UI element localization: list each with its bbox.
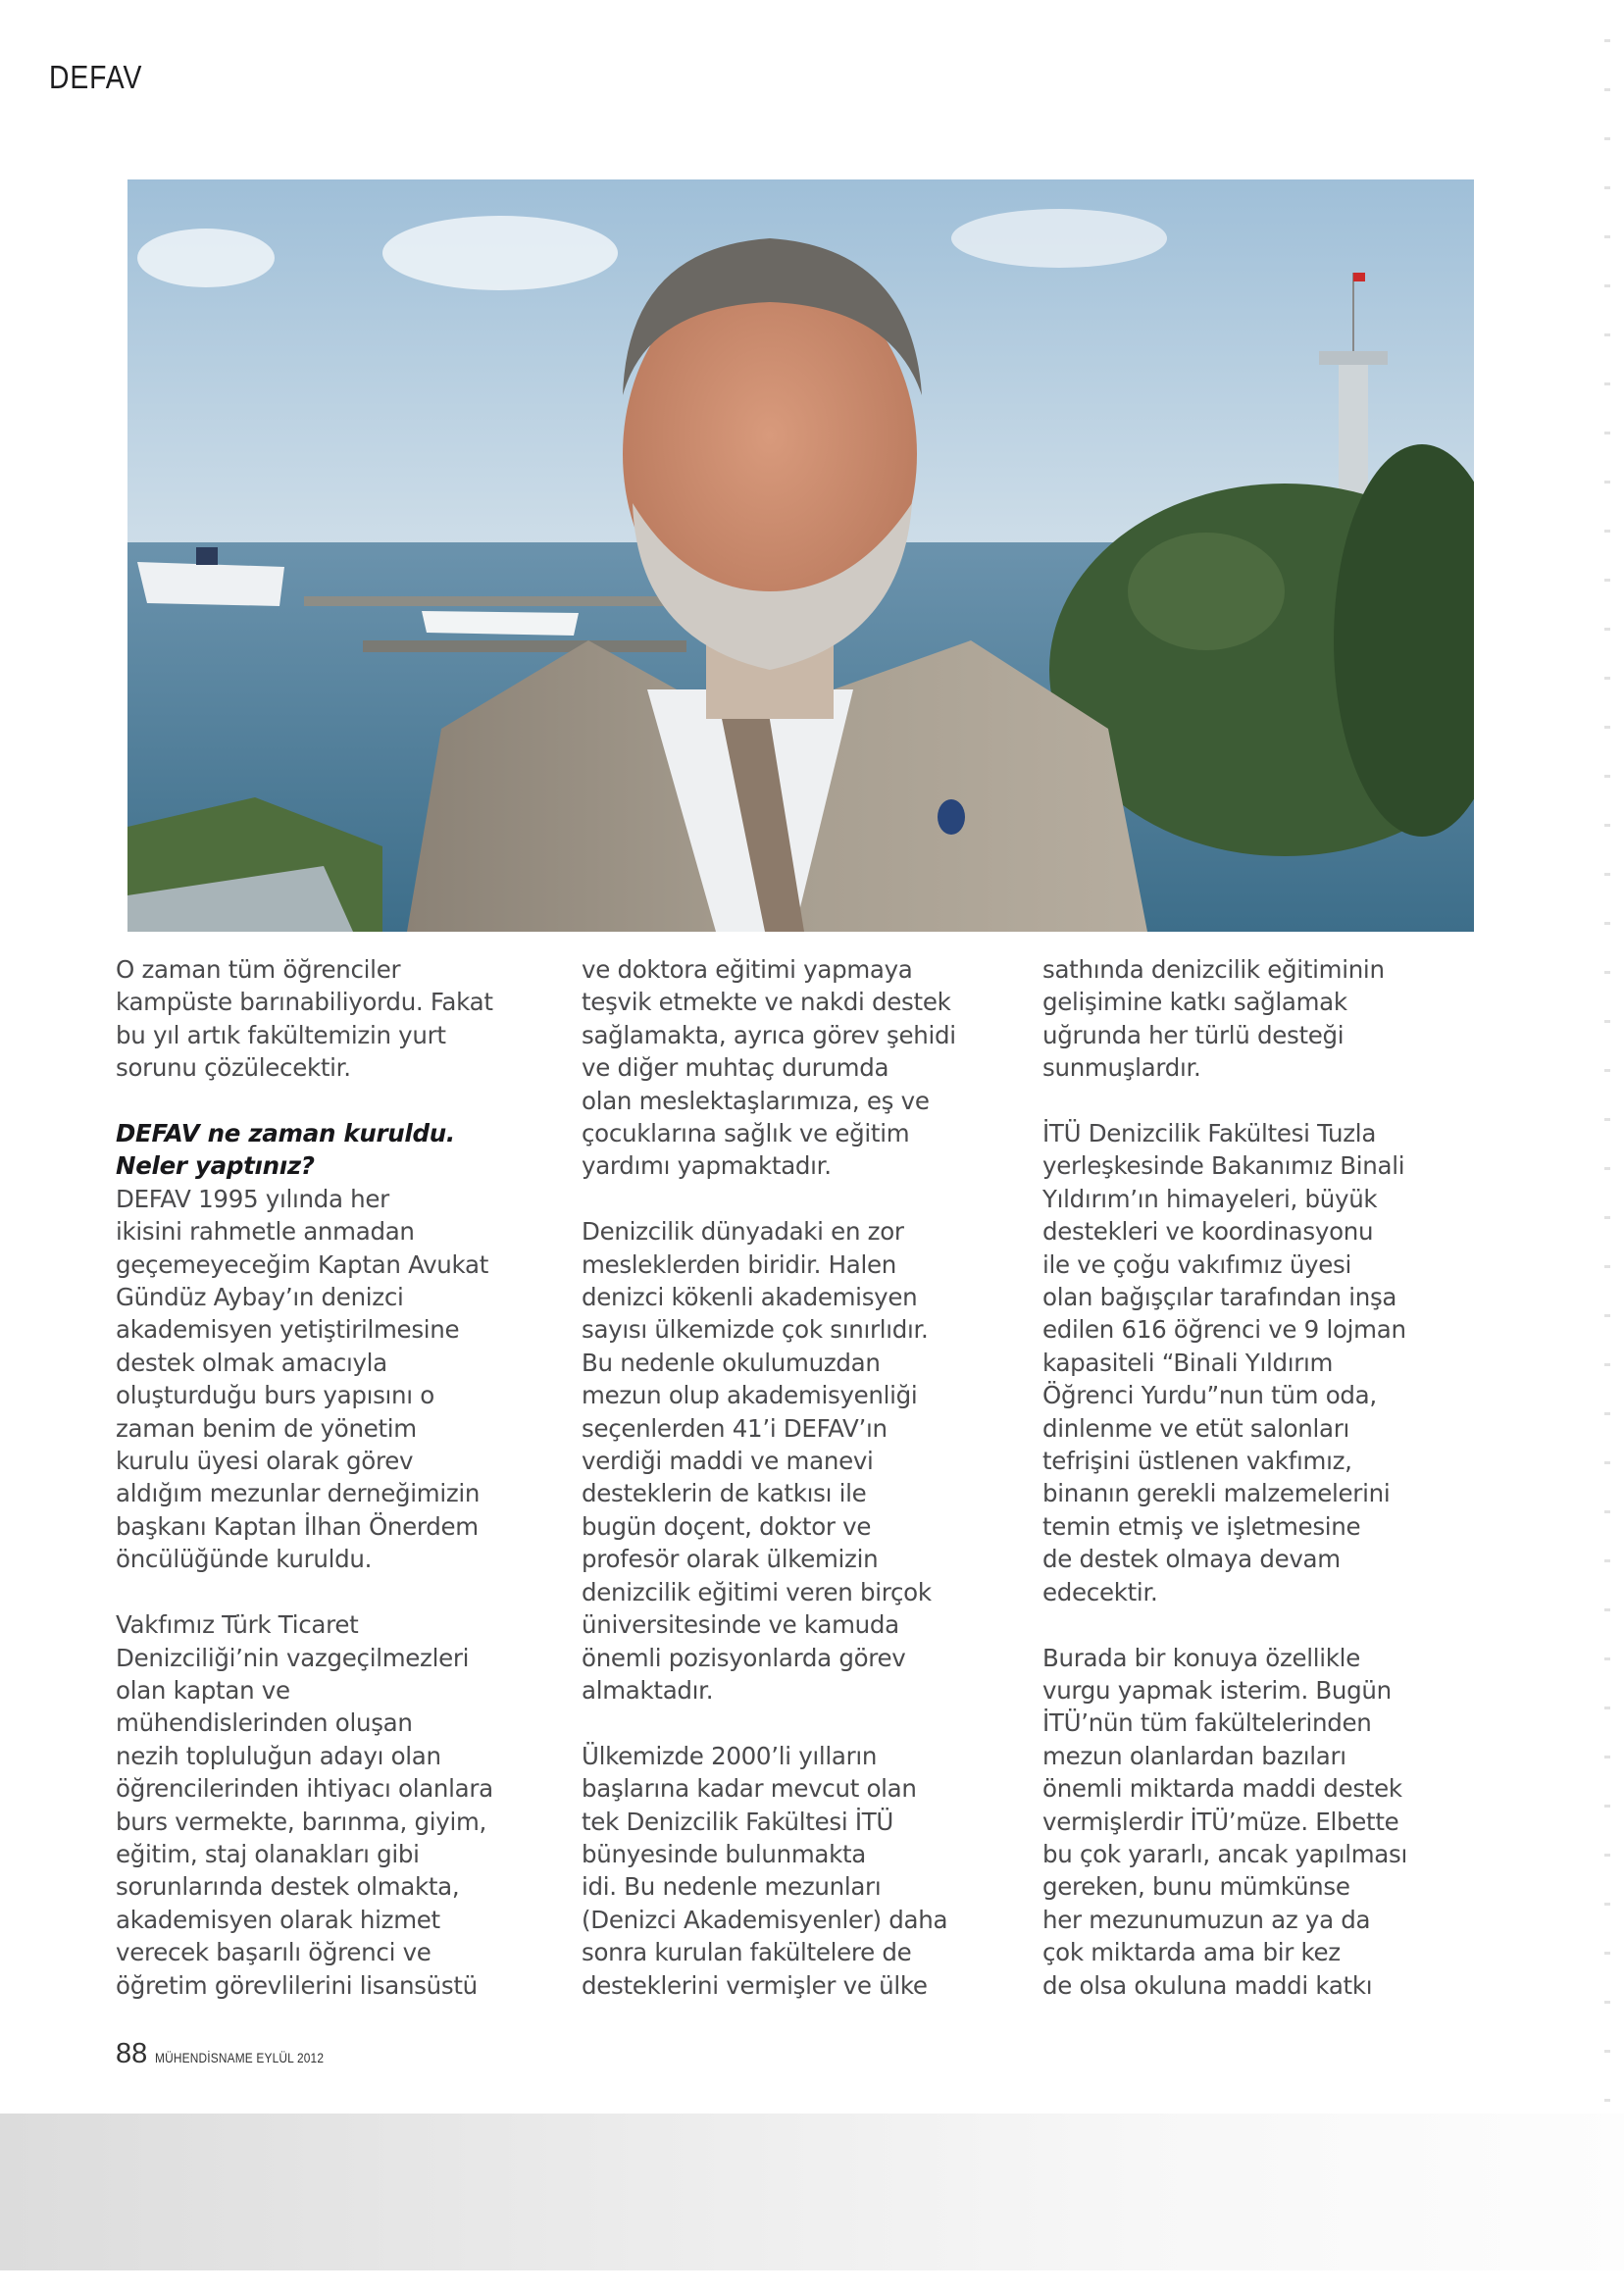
text-line: zaman benim de yönetim [116, 1413, 417, 1443]
text-line: Öğrenci Yurdu”nun tüm oda, [1042, 1381, 1377, 1410]
text-line: kampüste barınabiliyordu. Fakat [116, 988, 493, 1017]
text-line: tek Denizcilik Fakültesi İTÜ [582, 1807, 894, 1836]
text-line: ve doktora eğitimi yapmaya [582, 955, 913, 984]
interview-question: Neler yaptınız? [116, 1151, 315, 1181]
paragraph [582, 1215, 1028, 1707]
text-line: öncülüğünde kuruldu. [116, 1545, 373, 1574]
text-line: sunmuşlardır. [1042, 1053, 1201, 1083]
text-line: desteklerin de katkısı ile [582, 1479, 867, 1508]
text-line: çocuklarına sağlık ve eğitim [582, 1119, 910, 1148]
text-line: verdiği maddi ve manevi [582, 1447, 874, 1476]
scan-edge-marks [1604, 0, 1610, 2109]
paragraph [116, 1608, 562, 2002]
text-line: akademisyen olarak hizmet [116, 1905, 440, 1934]
text-line: sorunlarında destek olmakta, [116, 1872, 460, 1902]
page-number: 88 [116, 2038, 148, 2069]
paragraph [116, 1117, 562, 1576]
text-line: çok miktarda ama bir kez [1042, 1938, 1341, 1967]
page-footer [116, 2038, 354, 2070]
text-line: edecektir. [1042, 1577, 1158, 1606]
text-line: desteklerini vermişler ve ülke [582, 1970, 928, 2000]
text-line: Gündüz Aybay’ın denizci [116, 1283, 404, 1312]
text-line: öğretim görevlilerini lisansüstü [116, 1970, 478, 2000]
text-line: önemli pozisyonlarda görev [582, 1643, 906, 1672]
text-line: (Denizci Akademisyenler) daha [582, 1905, 948, 1934]
text-line: başlarına kadar mevcut olan [582, 1774, 917, 1804]
text-line: verecek başarılı öğrenci ve [116, 1938, 431, 1967]
article-photo [127, 179, 1474, 932]
text-line: aldığım mezunlar derneğimizin [116, 1479, 481, 1508]
text-line: mühendislerinden oluşan [116, 1708, 413, 1738]
portrait-photo-illustration [127, 179, 1474, 932]
text-line: denizci kökenli akademisyen [582, 1283, 918, 1312]
text-line: ve diğer muhtaç durumda [582, 1053, 889, 1083]
text-line: önemli miktarda maddi destek [1042, 1774, 1402, 1804]
text-line: Yıldırım’ın himayeleri, büyük [1042, 1184, 1378, 1213]
text-line: İTÜ’nün tüm fakültelerinden [1042, 1708, 1372, 1738]
paragraph [116, 953, 562, 1085]
article-column-2 [582, 953, 1028, 2034]
paragraph [1042, 1117, 1489, 1608]
text-line: olan bağışçılar tarafından inşa [1042, 1283, 1397, 1312]
text-line: kapasiteli “Binali Yıldırım [1042, 1348, 1334, 1377]
text-line: ikisini rahmetle anmadan [116, 1217, 415, 1247]
paragraph [1042, 953, 1489, 1085]
publication-name: MÜHENDİSNAME EYLÜL 2012 [155, 2050, 325, 2065]
article-column-3 [1042, 953, 1489, 2034]
text-line: mezun olup akademisyenliği [582, 1381, 918, 1410]
text-line: mesleklerden biridir. Halen [582, 1249, 896, 1279]
text-line: başkanı Kaptan İlhan Önerdem [116, 1511, 479, 1541]
text-line: gelişimine katkı sağlamak [1042, 988, 1347, 1017]
text-line: ile ve çoğu vakıfımız üyesi [1042, 1249, 1351, 1279]
text-line: edilen 616 öğrenci ve 9 lojman [1042, 1315, 1406, 1345]
text-line: bugün doçent, doktor ve [582, 1511, 872, 1541]
text-line: bu çok yararlı, ancak yapılması [1042, 1839, 1407, 1868]
text-line: Vakfımız Türk Ticaret [116, 1610, 359, 1640]
text-line: kurulu üyesi olarak görev [116, 1447, 414, 1476]
text-line: sayısı ülkemizde çok sınırlıdır. [582, 1315, 929, 1345]
text-line: denizcilik eğitimi veren birçok [582, 1577, 932, 1606]
text-line: nezih topluluğun adayı olan [116, 1741, 441, 1770]
text-line: Denizciliği’nin vazgeçilmezleri [116, 1643, 470, 1672]
text-line: Burada bir konuya özellikle [1042, 1643, 1360, 1672]
text-line: geçemeyeceğim Kaptan Avukat [116, 1249, 489, 1279]
section-title: DEFAV [49, 59, 143, 95]
text-line: DEFAV 1995 yılında her [116, 1184, 389, 1213]
text-line: teşvik etmekte ve nakdi destek [582, 988, 951, 1017]
text-line: sorunu çözülecektir. [116, 1053, 351, 1083]
interview-question: DEFAV ne zaman kuruldu. [116, 1119, 455, 1148]
text-line: bu yıl artık fakültemizin yurt [116, 1020, 446, 1049]
text-line: tefrişini üstlenen vakfımız, [1042, 1447, 1352, 1476]
text-line: öğrencilerinden ihtiyacı olanlara [116, 1774, 493, 1804]
paragraph [582, 953, 1028, 1183]
text-line: vurgu yapmak isterim. Bugün [1042, 1675, 1392, 1705]
text-line: dinlenme ve etüt salonları [1042, 1413, 1349, 1443]
text-line: İTÜ Denizcilik Fakültesi Tuzla [1042, 1119, 1377, 1148]
text-line: sonra kurulan fakültelere de [582, 1938, 912, 1967]
scan-shadow [0, 2114, 1624, 2270]
text-line: de olsa okuluna maddi katkı [1042, 1970, 1373, 2000]
text-line: oluşturduğu burs yapısını o [116, 1381, 434, 1410]
text-line: Ülkemizde 2000’li yılların [582, 1741, 878, 1770]
text-line: profesör olarak ülkemizin [582, 1545, 879, 1574]
text-line: burs vermekte, barınma, giyim, [116, 1807, 487, 1836]
text-line: idi. Bu nedenle mezunları [582, 1872, 882, 1902]
text-line: binanın gerekli malzemelerini [1042, 1479, 1391, 1508]
text-line: olan kaptan ve [116, 1675, 290, 1705]
text-line: eğitim, staj olanakları gibi [116, 1839, 420, 1868]
paragraph [1042, 1642, 1489, 2002]
text-line: destek olmak amacıyla [116, 1348, 387, 1377]
text-line: sağlamakta, ayrıca görev şehidi [582, 1020, 956, 1049]
text-line: de destek olmaya devam [1042, 1545, 1341, 1574]
text-line: gereken, bunu mümkünse [1042, 1872, 1350, 1902]
text-line: vermişlerdir İTÜ’müze. Elbette [1042, 1807, 1399, 1836]
text-line: bünyesinde bulunmakta [582, 1839, 867, 1868]
text-line: Denizcilik dünyadaki en zor [582, 1217, 904, 1247]
text-line: almaktadır. [582, 1675, 714, 1705]
text-line: her mezunumuzun az ya da [1042, 1905, 1371, 1934]
text-line: mezun olanlardan bazıları [1042, 1741, 1346, 1770]
text-line: sathında denizcilik eğitiminin [1042, 955, 1385, 984]
text-line: olan meslektaşlarımıza, eş ve [582, 1086, 930, 1115]
text-line: üniversitesinde ve kamuda [582, 1610, 899, 1640]
text-line: O zaman tüm öğrenciler [116, 955, 401, 984]
text-line: destekleri ve koordinasyonu [1042, 1217, 1374, 1247]
paragraph [582, 1740, 1028, 2002]
text-line: yardımı yapmaktadır. [582, 1151, 832, 1181]
text-line: akademisyen yetiştirilmesine [116, 1315, 460, 1345]
text-line: temin etmiş ve işletmesine [1042, 1511, 1361, 1541]
text-line: seçenlerden 41’i DEFAV’ın [582, 1413, 888, 1443]
article-column-1 [116, 953, 562, 2034]
text-line: uğrunda her türlü desteği [1042, 1020, 1345, 1049]
text-line: Bu nedenle okulumuzdan [582, 1348, 881, 1377]
text-line: yerleşkesinde Bakanımız Binali [1042, 1151, 1405, 1181]
